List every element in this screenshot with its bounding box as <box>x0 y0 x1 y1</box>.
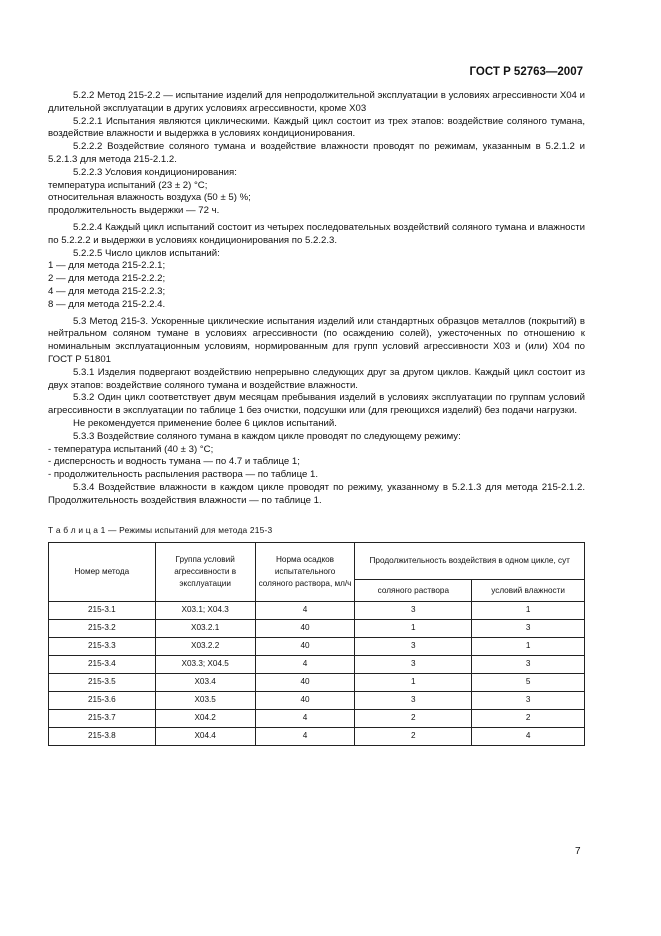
cell-salt: 1 <box>355 620 472 638</box>
cell-group: X03.2.2 <box>155 638 255 656</box>
cell-humidity: 2 <box>472 710 585 728</box>
cell-group: X03.4 <box>155 674 255 692</box>
cell-group: X03.3; X04.5 <box>155 656 255 674</box>
paragraph-5-2-2-2: 5.2.2.2 Воздействие соляного тумана и воздействие влажности проводят по режимам, указанным в 5.2.1.2 и 5.2.1.3 для метода 215-2.1.2. <box>48 141 585 165</box>
header-norm: Норма осадков испытательного соляного раствора, мл/ч <box>255 543 355 602</box>
header-duration: Продолжительность воздействия в одном цикле, сут <box>355 543 585 580</box>
cell-norm: 40 <box>255 638 355 656</box>
cell-group: X03.2.1 <box>155 620 255 638</box>
cell-method: 215-3.6 <box>49 692 156 710</box>
table-row <box>49 602 585 620</box>
cycle-count-4: 8 — для метода 215-2.2.4. <box>48 298 166 310</box>
cell-salt: 3 <box>355 602 472 620</box>
header-group: Группа условий агрессивности в эксплуатации <box>155 543 255 602</box>
paragraph-5-2-2-3: 5.2.2.3 Условия кондиционирования: <box>73 166 237 178</box>
header-method: Номер метода <box>49 543 156 602</box>
table-caption: Т а б л и ц а 1 — Режимы испытаний для метода 215-3 <box>48 524 273 535</box>
table-row <box>49 638 585 656</box>
test-modes-table <box>48 542 585 746</box>
cell-norm: 4 <box>255 656 355 674</box>
cell-method: 215-3.1 <box>49 602 156 620</box>
cell-norm: 40 <box>255 674 355 692</box>
paragraph-5-2-2-4: 5.2.2.4 Каждый цикл испытаний состоит из четырех последовательных воздействий соляного тумана и влажности по 5.2.2.2 и выдержки в условиях кондиционирования по 5.2.2.3. <box>48 221 585 246</box>
cell-method: 215-3.7 <box>49 710 156 728</box>
cell-humidity: 1 <box>472 638 585 656</box>
paragraph-5-2-2-1: 5.2.2.1 Испытания являются циклическими. Каждый цикл состоит из трех этапов: воздействие соляного тумана, воздействие влажности и выдержка в условиях кондиционирования. <box>48 115 585 140</box>
paragraph-5-2-2: 5.2.2 Метод 215-2.2 — испытание изделий для непродолжительной эксплуатации в условиях агрессивности X04 и длительной эксплуатации в других условиях агрессивности, кроме X03 <box>48 90 585 114</box>
paragraph-5-3-2: 5.3.2 Один цикл соответствует двум месяцам пребывания изделий в условиях эксплуатации по группам условий агрессивности в эксплуатации по таблице 1 без очистки, подсушки или (для греющихся изделий) без подачи нагрузки. <box>48 392 585 417</box>
cell-salt: 3 <box>355 692 472 710</box>
document-body <box>48 90 585 746</box>
paragraph-5-3-1: 5.3.1 Изделия подвергают воздействию непрерывно следующих друг за другом циклов. Каждый цикл состоит из двух этапов: воздействие соляного тумана и воздействие влажности. <box>48 366 585 391</box>
table-row <box>49 692 585 710</box>
mode-dispersion: - дисперсность и водность тумана — по 4.7 и таблице 1; <box>48 456 300 468</box>
cell-salt: 3 <box>355 656 472 674</box>
cycle-count-3: 4 — для метода 215-2.2.3; <box>48 285 166 297</box>
cell-method: 215-3.5 <box>49 674 156 692</box>
cell-salt: 3 <box>355 638 472 656</box>
cell-method: 215-3.2 <box>49 620 156 638</box>
condition-humidity: относительная влажность воздуха (50 ± 5) %; <box>48 192 251 204</box>
cell-group: X04.4 <box>155 728 255 746</box>
cell-humidity: 5 <box>472 674 585 692</box>
paragraph-5-3-3: 5.3.3 Воздействие соляного тумана в каждом цикле проводят по следующему режиму: <box>73 430 461 442</box>
table-row <box>49 710 585 728</box>
paragraph-5-3: 5.3 Метод 215-3. Ускоренные циклические испытания изделий или стандартных образцов металлов (покрытий) в нейтральном соляном тумане в условиях агрессивности (по осаждению солей), ужесточенных по отношению к номинальным эксплуатационным условиям, нормированным для групп условий агрессивности X03 и (или) X04 по ГОСТ Р 51801 <box>48 315 585 365</box>
table-row <box>49 620 585 638</box>
paragraph-5-3-4: 5.3.4 Воздействие влажности в каждом цикле проводят по режиму, указанному в 5.2.1.3 для метода 215-2.1.2. Продолжительность воздействия влажности — по таблице 1. <box>48 481 585 506</box>
cell-group: X04.2 <box>155 710 255 728</box>
cell-salt: 1 <box>355 674 472 692</box>
page-number: 7 <box>575 846 581 857</box>
paragraph-5-2-2-5: 5.2.2.5 Число циклов испытаний: <box>73 247 220 259</box>
cell-norm: 40 <box>255 692 355 710</box>
table-row <box>49 728 585 746</box>
mode-temperature: - температура испытаний (40 ± 3) °С; <box>48 443 214 455</box>
cell-salt: 2 <box>355 710 472 728</box>
cell-norm: 4 <box>255 728 355 746</box>
cycle-count-1: 1 — для метода 215-2.2.1; <box>48 260 166 272</box>
table-row <box>49 674 585 692</box>
mode-spray-duration: - продолжительность распыления раствора — по таблице 1. <box>48 469 319 481</box>
cell-method: 215-3.8 <box>49 728 156 746</box>
cell-group: X03.1; X04.3 <box>155 602 255 620</box>
cell-humidity: 3 <box>472 620 585 638</box>
cell-humidity: 1 <box>472 602 585 620</box>
cell-group: X03.5 <box>155 692 255 710</box>
condition-temperature: температура испытаний (23 ± 2) °С; <box>48 179 208 191</box>
header-salt: соляного раствора <box>355 580 472 602</box>
cell-humidity: 3 <box>472 656 585 674</box>
condition-duration: продолжительность выдержки — 72 ч. <box>48 205 220 217</box>
document-code: ГОСТ Р 52763—2007 <box>469 66 583 78</box>
cell-method: 215-3.4 <box>49 656 156 674</box>
cycle-count-2: 2 — для метода 215-2.2.2; <box>48 273 166 285</box>
cell-salt: 2 <box>355 728 472 746</box>
cell-humidity: 4 <box>472 728 585 746</box>
cell-method: 215-3.3 <box>49 638 156 656</box>
cell-humidity: 3 <box>472 692 585 710</box>
cell-norm: 4 <box>255 710 355 728</box>
header-humidity: условий влажности <box>472 580 585 602</box>
table-row <box>49 656 585 674</box>
cell-norm: 4 <box>255 602 355 620</box>
cell-norm: 40 <box>255 620 355 638</box>
paragraph-recommendation: Не рекомендуется применение более 6 циклов испытаний. <box>73 417 337 429</box>
